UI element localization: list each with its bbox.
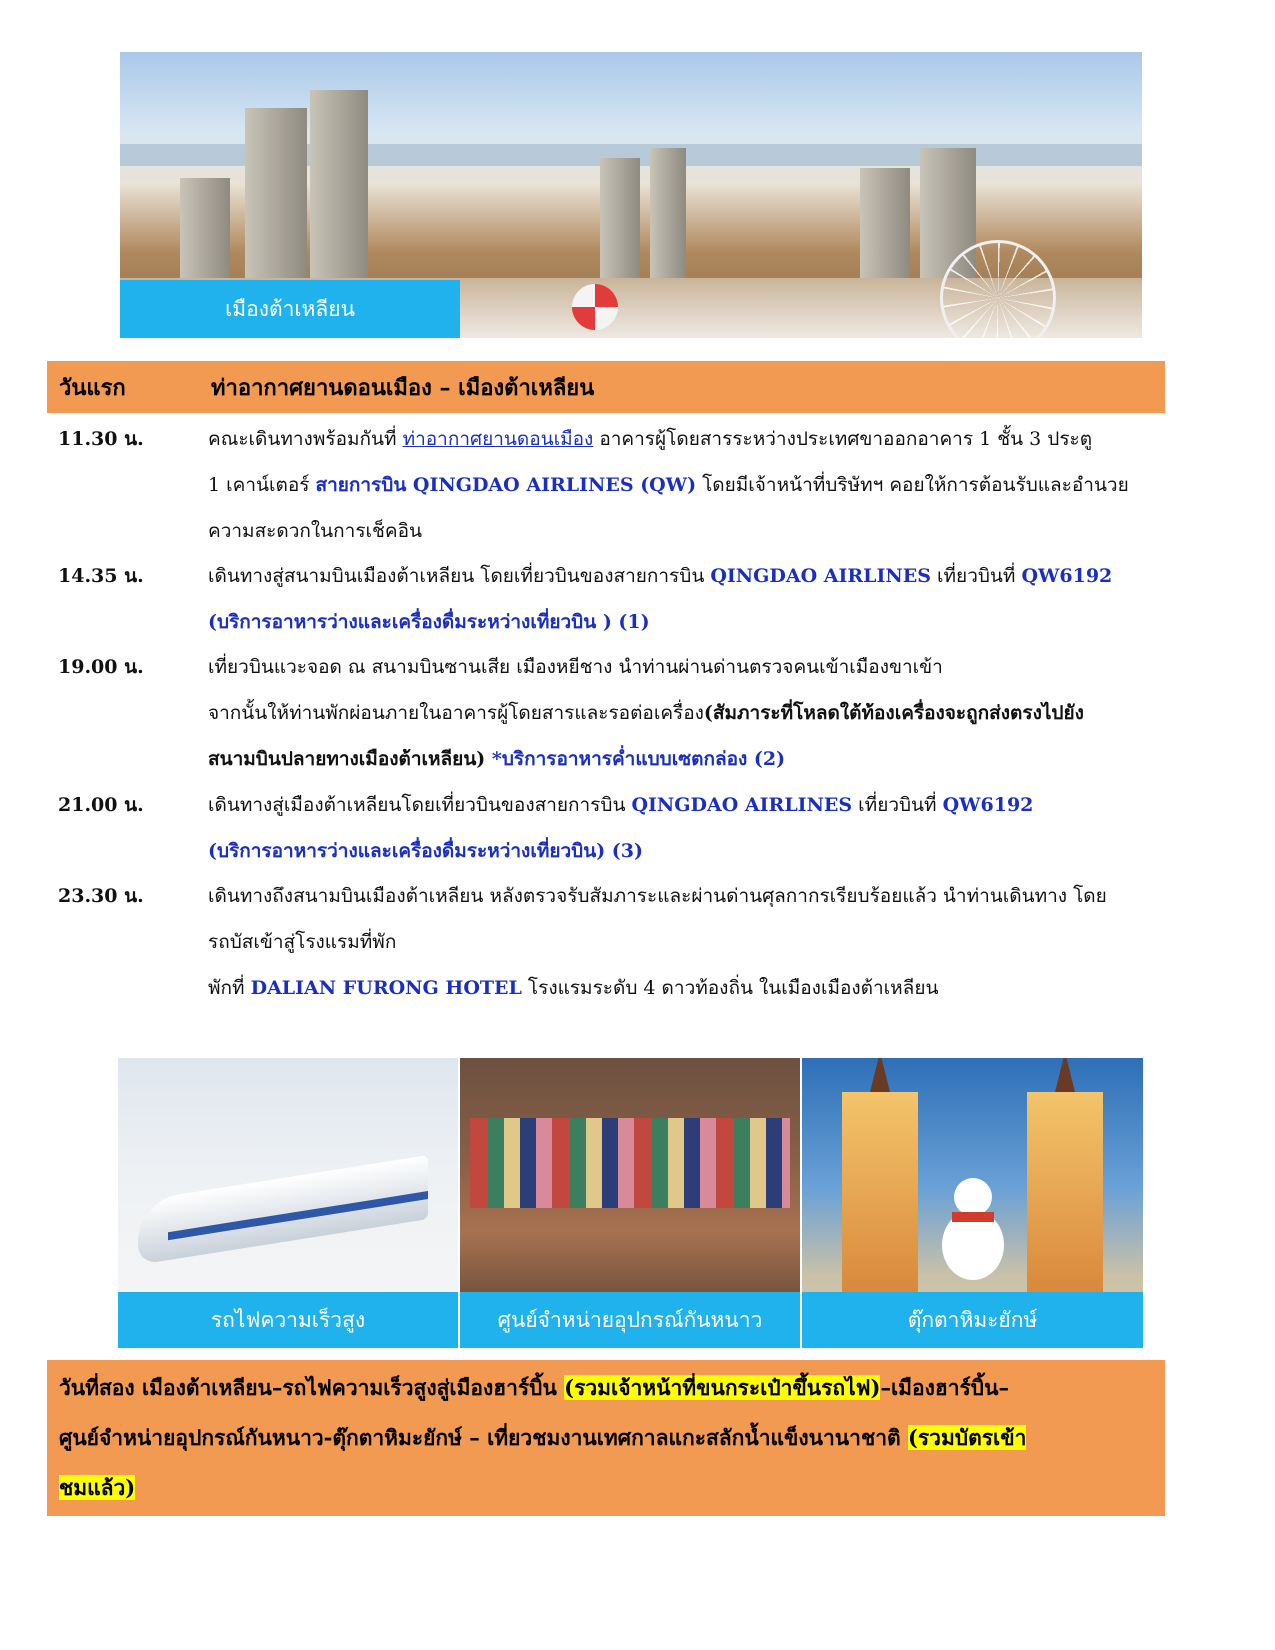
text: โรงแรมระดับ 4 ดาวท้องถิ่น ในเมืองเมืองต้าเหลียน bbox=[521, 977, 939, 999]
text: เดินทางสู่เมืองต้าเหลียนโดยเที่ยวบินของสายการบิน bbox=[208, 794, 632, 816]
day1-label: วันแรก bbox=[59, 374, 126, 401]
day2-header bbox=[47, 1360, 1165, 1516]
text: เดินทางถึงสนามบินเมืองต้าเหลียน หลังตรวจรับสัมภาระและผ่านด่านศุลกากรเรียบร้อยแล้ว นำท่านเดินทาง โดย bbox=[208, 885, 1107, 907]
text: วันที่สอง เมืองต้าเหลียน–รถไฟความเร็วสูงสู่เมืองฮาร์บิ้น bbox=[59, 1375, 565, 1400]
day2-title-line bbox=[59, 1466, 135, 1510]
hero-caption: เมืองต้าเหลียน bbox=[120, 280, 460, 338]
time-label: 14.35 น. bbox=[58, 565, 144, 587]
itinerary-desc bbox=[208, 782, 1208, 874]
meal-note: (บริการอาหารว่างและเครื่องดื่มระหว่างเที่ยวบิน) (3) bbox=[208, 840, 644, 862]
train-illustration bbox=[138, 1155, 428, 1265]
time-label: 11.30 น. bbox=[58, 428, 144, 450]
photo-giant-snowman bbox=[802, 1058, 1143, 1348]
photo-caption: รถไฟความเร็วสูง bbox=[118, 1292, 458, 1348]
hotel-name: DALIAN FURONG HOTEL bbox=[250, 977, 522, 999]
clothing-rack bbox=[470, 1118, 790, 1208]
meal-note: (บริการอาหารว่างและเครื่องดื่มระหว่างเที่ยวบิน ) (1) bbox=[208, 611, 650, 633]
hero-image-dalian bbox=[120, 52, 1142, 338]
photo-winter-gear-shop bbox=[460, 1058, 800, 1348]
luggage-note: สนามบินปลายทางเมืองต้าเหลียน) bbox=[208, 748, 486, 770]
highlight-note: ชมแล้ว) bbox=[59, 1475, 136, 1500]
day2-title-line bbox=[59, 1416, 1026, 1460]
text: 1 เคาน์เตอร์ bbox=[208, 474, 316, 496]
photo-high-speed-train bbox=[118, 1058, 458, 1348]
text: ศูนย์จำหน่ายอุปกรณ์กันหนาว-ตุ๊กตาหิมะยักษ์ – เที่ยวชมงานเทศกาลแกะสลักน้ำแข็งนานาชาติ bbox=[59, 1425, 908, 1450]
itinerary-desc bbox=[208, 416, 1208, 554]
itinerary-desc bbox=[208, 644, 1208, 782]
skyscraper bbox=[245, 108, 307, 298]
clock-tower bbox=[842, 1092, 918, 1292]
day1-header bbox=[47, 361, 1165, 413]
airline-name: QINGDAO AIRLINES bbox=[631, 794, 853, 816]
text: เที่ยวบินที่ bbox=[852, 794, 943, 816]
text: รถบัสเข้าสู่โรงแรมที่พัก bbox=[208, 931, 397, 953]
text: อาคารผู้โดยสารระหว่างประเทศขาออกอาคาร 1 ชั้น 3 ประตู bbox=[593, 428, 1093, 450]
airline-name: QINGDAO AIRLINES bbox=[710, 565, 931, 587]
photo-caption: ศูนย์จำหน่ายอุปกรณ์กันหนาว bbox=[460, 1292, 800, 1348]
time-label: 19.00 น. bbox=[58, 656, 144, 678]
text: –เมืองฮาร์บิ้น– bbox=[880, 1375, 1009, 1400]
clock-tower bbox=[1027, 1092, 1103, 1292]
snowman bbox=[942, 1178, 1004, 1288]
skyscraper bbox=[600, 158, 640, 298]
flight-number: QW6192 bbox=[1021, 565, 1113, 587]
text: เที่ยวบินแวะจอด ณ สนามบินซานเสีย เมืองหยีชาง นำท่านผ่านด่านตรวจคนเข้าเมืองขาเข้า bbox=[208, 656, 943, 678]
text: พักที่ bbox=[208, 977, 251, 999]
highlight-note: (รวมบัตรเข้า bbox=[907, 1425, 1027, 1450]
ball-sculpture bbox=[572, 284, 618, 330]
skyscraper bbox=[310, 90, 368, 298]
text: เที่ยวบินที่ bbox=[931, 565, 1022, 587]
itinerary-desc bbox=[208, 553, 1208, 645]
highlight-note: (รวมเจ้าหน้าที่ขนกระเป๋าขึ้นรถไฟ) bbox=[564, 1375, 881, 1400]
day2-title-line bbox=[59, 1366, 1009, 1410]
meal-note: *บริการอาหารค่ำแบบเซตกล่อง (2) bbox=[485, 748, 786, 770]
airline-name: สายการบิน QINGDAO AIRLINES (QW) bbox=[315, 474, 697, 496]
text: โดยมีเจ้าหน้าที่บริษัทฯ คอยให้การต้อนรับและอำนวย bbox=[696, 474, 1129, 496]
text: คณะเดินทางพร้อมกันที่ bbox=[208, 428, 403, 450]
time-label: 23.30 น. bbox=[58, 885, 144, 907]
don-mueang-link[interactable]: ท่าอากาศยานดอนเมือง bbox=[402, 428, 594, 450]
photo-caption: ตุ๊กตาหิมะยักษ์ bbox=[802, 1292, 1143, 1348]
time-label: 21.00 น. bbox=[58, 794, 144, 816]
photo-strip bbox=[118, 1058, 1143, 1348]
text: จากนั้นให้ท่านพักผ่อนภายในอาคารผู้โดยสารและรอต่อเครื่อง bbox=[208, 702, 704, 724]
ferris-wheel bbox=[940, 240, 1056, 338]
text: ความสะดวกในการเช็คอิน bbox=[208, 520, 423, 542]
text: เดินทางสู่สนามบินเมืองต้าเหลียน โดยเที่ยวบินของสายการบิน bbox=[208, 565, 711, 587]
skyscraper bbox=[650, 148, 686, 298]
itinerary-desc bbox=[208, 873, 1208, 1011]
flight-number: QW6192 bbox=[942, 794, 1034, 816]
day1-title: ท่าอากาศยานดอนเมือง – เมืองต้าเหลียน bbox=[211, 374, 595, 401]
luggage-note: (สัมภาระที่โหลดใต้ท้องเครื่องจะถูกส่งตรงไปยัง bbox=[703, 702, 1084, 724]
